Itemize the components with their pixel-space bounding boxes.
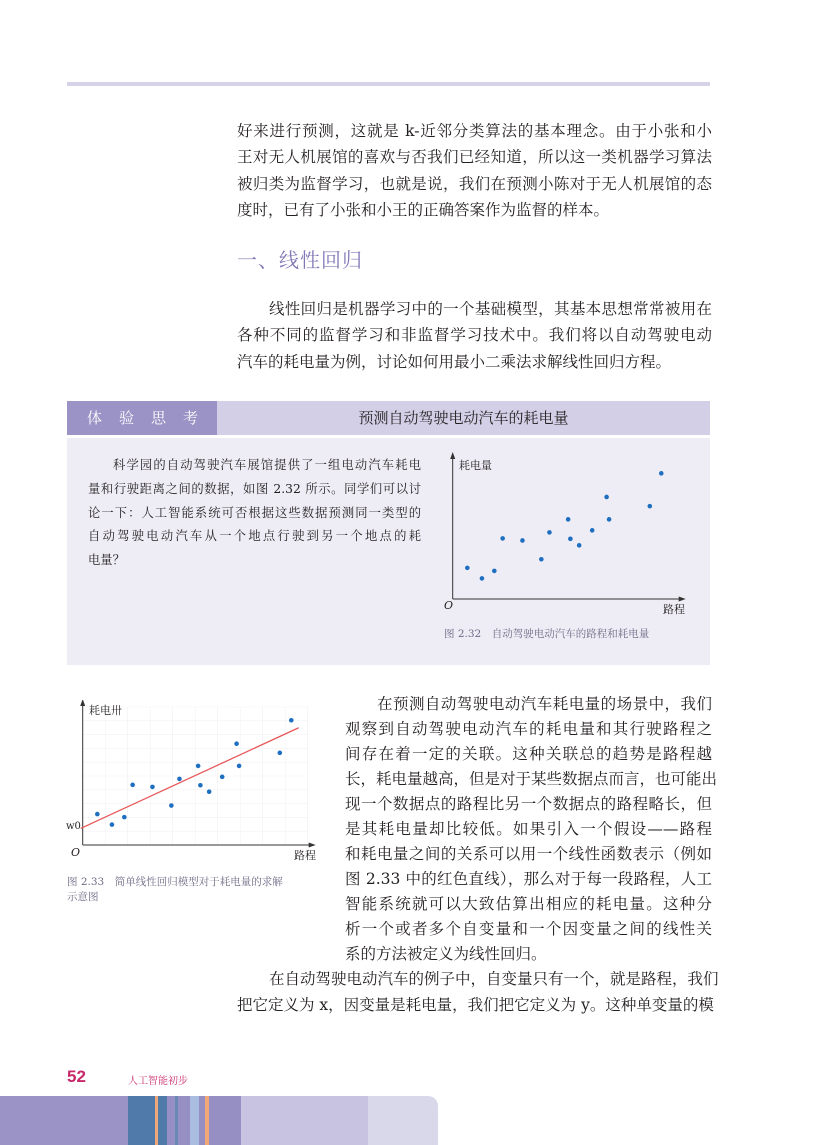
box-text: [88, 454, 421, 573]
data-point: [604, 495, 609, 500]
caption-line: 示意图: [67, 891, 99, 903]
text-line: 在自动驾驶电动汽车的例子中，自变量只有一个，就是路程，我们: [269, 970, 719, 988]
y-axis-arrow-icon: [80, 700, 85, 706]
figure-caption: 图 2.32 自动驾驶电动汽车的路程和耗电量: [444, 628, 650, 640]
y-axis-label: 耗电量: [459, 459, 492, 472]
data-point: [122, 815, 127, 820]
text-line: 王对无人机展馆的喜欢与否我们已经知道，所以这一类机器学习算法: [237, 148, 712, 167]
data-point: [480, 576, 485, 581]
page-number: 52: [67, 1067, 86, 1086]
x-axis-label: 路程: [663, 603, 685, 616]
footer-band: [209, 1096, 241, 1145]
data-point: [237, 764, 242, 769]
data-point: [196, 764, 201, 769]
text-line: 电量？: [88, 553, 125, 568]
text-line: 论一下：人工智能系统可否根据这些数据预测同一类型的: [88, 505, 421, 520]
text-line: 汽车的耗电量为例，讨论如何用最小二乘法求解线性回归方程。: [237, 352, 672, 371]
data-point: [520, 538, 525, 543]
data-point: [278, 751, 283, 756]
text-line: 析一个或者多个自变量和一个因变量之间的线性关: [345, 920, 712, 938]
figure-caption: [67, 875, 283, 905]
data-point: [547, 530, 552, 535]
footer-band: [128, 1096, 167, 1145]
data-point: [177, 777, 182, 782]
data-point: [648, 504, 653, 509]
text-line: 量和行驶距离之间的数据，如图 2.32 所示。同学们可以讨: [88, 481, 421, 496]
footer-band: [241, 1096, 368, 1145]
variable-paragraph: [237, 967, 719, 1018]
y-axis-label: 耗电卅: [89, 704, 122, 717]
regression-paragraph: [345, 692, 718, 967]
footer-band: [178, 1096, 190, 1145]
footer-band: [155, 1096, 158, 1145]
data-point: [539, 557, 544, 562]
text-line: 把它定义为 x，因变量是耗电量，我们把它定义为 y。这种单变量的模: [237, 995, 714, 1014]
data-point: [566, 517, 571, 522]
section-paragraph: [237, 296, 712, 375]
section-heading: 一、线性回归: [237, 248, 363, 272]
text-line: 线性回归是机器学习中的一个基础模型，其基本思想常常被用在: [269, 300, 712, 318]
text-line: 在预测自动驾驶电动汽车耗电量的场景中，我们: [377, 695, 712, 713]
text-line: 间存在着一定的关联。这种关联总的趋势是路程越: [345, 745, 712, 763]
footer-band: [0, 1096, 128, 1145]
origin-label: O: [444, 599, 454, 612]
header-rule: [67, 82, 710, 86]
intro-paragraph: [237, 118, 712, 223]
data-point: [198, 783, 203, 788]
footer-band: [190, 1096, 199, 1145]
origin-label: O: [71, 846, 81, 859]
text-line: 长，耗电量越高，但是对于某些数据点而言，也可能出: [345, 770, 718, 788]
data-point: [289, 718, 294, 723]
data-point: [110, 822, 115, 827]
text-line: 被归类为监督学习，也就是说，我们在预测小陈对于无人机展馆的态: [237, 174, 712, 193]
data-point: [95, 812, 100, 817]
data-point: [207, 789, 212, 794]
data-point: [568, 537, 573, 542]
data-point: [607, 517, 612, 522]
text-line: 系的方法被定义为线性回归。: [345, 945, 547, 963]
data-point: [465, 566, 470, 571]
data-point: [659, 471, 664, 476]
text-line: 各种不同的监督学习和非监督学习技术中。我们将以自动驾驶电动: [237, 326, 712, 345]
data-point: [234, 741, 239, 746]
text-line: 科学园的自动驾驶汽车展馆提供了一组电动汽车耗电: [113, 458, 421, 472]
text-line: 是其耗电量却比较低。如果引入一个假设——路程: [345, 820, 712, 838]
text-line: 和耗电量之间的关系可以用一个线性函数表示（例如: [345, 845, 712, 863]
text-line: 观察到自动驾驶电动汽车的耗电量和其行驶路程之: [345, 720, 712, 738]
data-point: [150, 785, 155, 790]
figure-2-32-scatter: [440, 450, 690, 615]
data-point: [500, 536, 505, 541]
data-point: [169, 803, 174, 808]
data-point: [130, 783, 135, 788]
box-title: 预测自动驾驶电动汽车的耗电量: [217, 401, 710, 435]
text-line: 好来进行预测，这就是 k-近邻分类算法的基本理念。由于小张和小: [237, 122, 712, 140]
text-line: 智能系统就可以大致估算出相应的耗电量。这种分: [345, 895, 712, 913]
box-tag: 体验思考: [67, 401, 217, 435]
footer-band: [368, 1096, 438, 1145]
y-axis-arrow-icon: [450, 452, 455, 459]
footer-band: [167, 1096, 175, 1145]
data-point: [220, 775, 225, 780]
text-line: 现一个数据点的路程比另一个数据点的路程略长，但: [345, 795, 712, 813]
data-point: [590, 528, 595, 533]
figure-2-33-regression: [70, 700, 320, 860]
data-point: [492, 569, 497, 574]
regression-line: [81, 728, 299, 829]
text-line: 图 2.33 中的红色直线），那么对于每一段路程，人工: [345, 870, 712, 888]
data-point: [577, 543, 582, 548]
x-axis-label: 路程: [294, 849, 316, 862]
caption-line: 图 2.33 简单线性回归模型对于耗电量的求解: [67, 876, 283, 888]
text-line: 自动驾驶电动汽车从一个地点行驶到另一个地点的耗: [88, 529, 421, 544]
intercept-label: w0: [66, 821, 81, 832]
text-line: 度时，已有了小张和小王的正确答案作为监督的样本。: [237, 200, 610, 219]
book-title: 人工智能初步: [128, 1076, 188, 1087]
